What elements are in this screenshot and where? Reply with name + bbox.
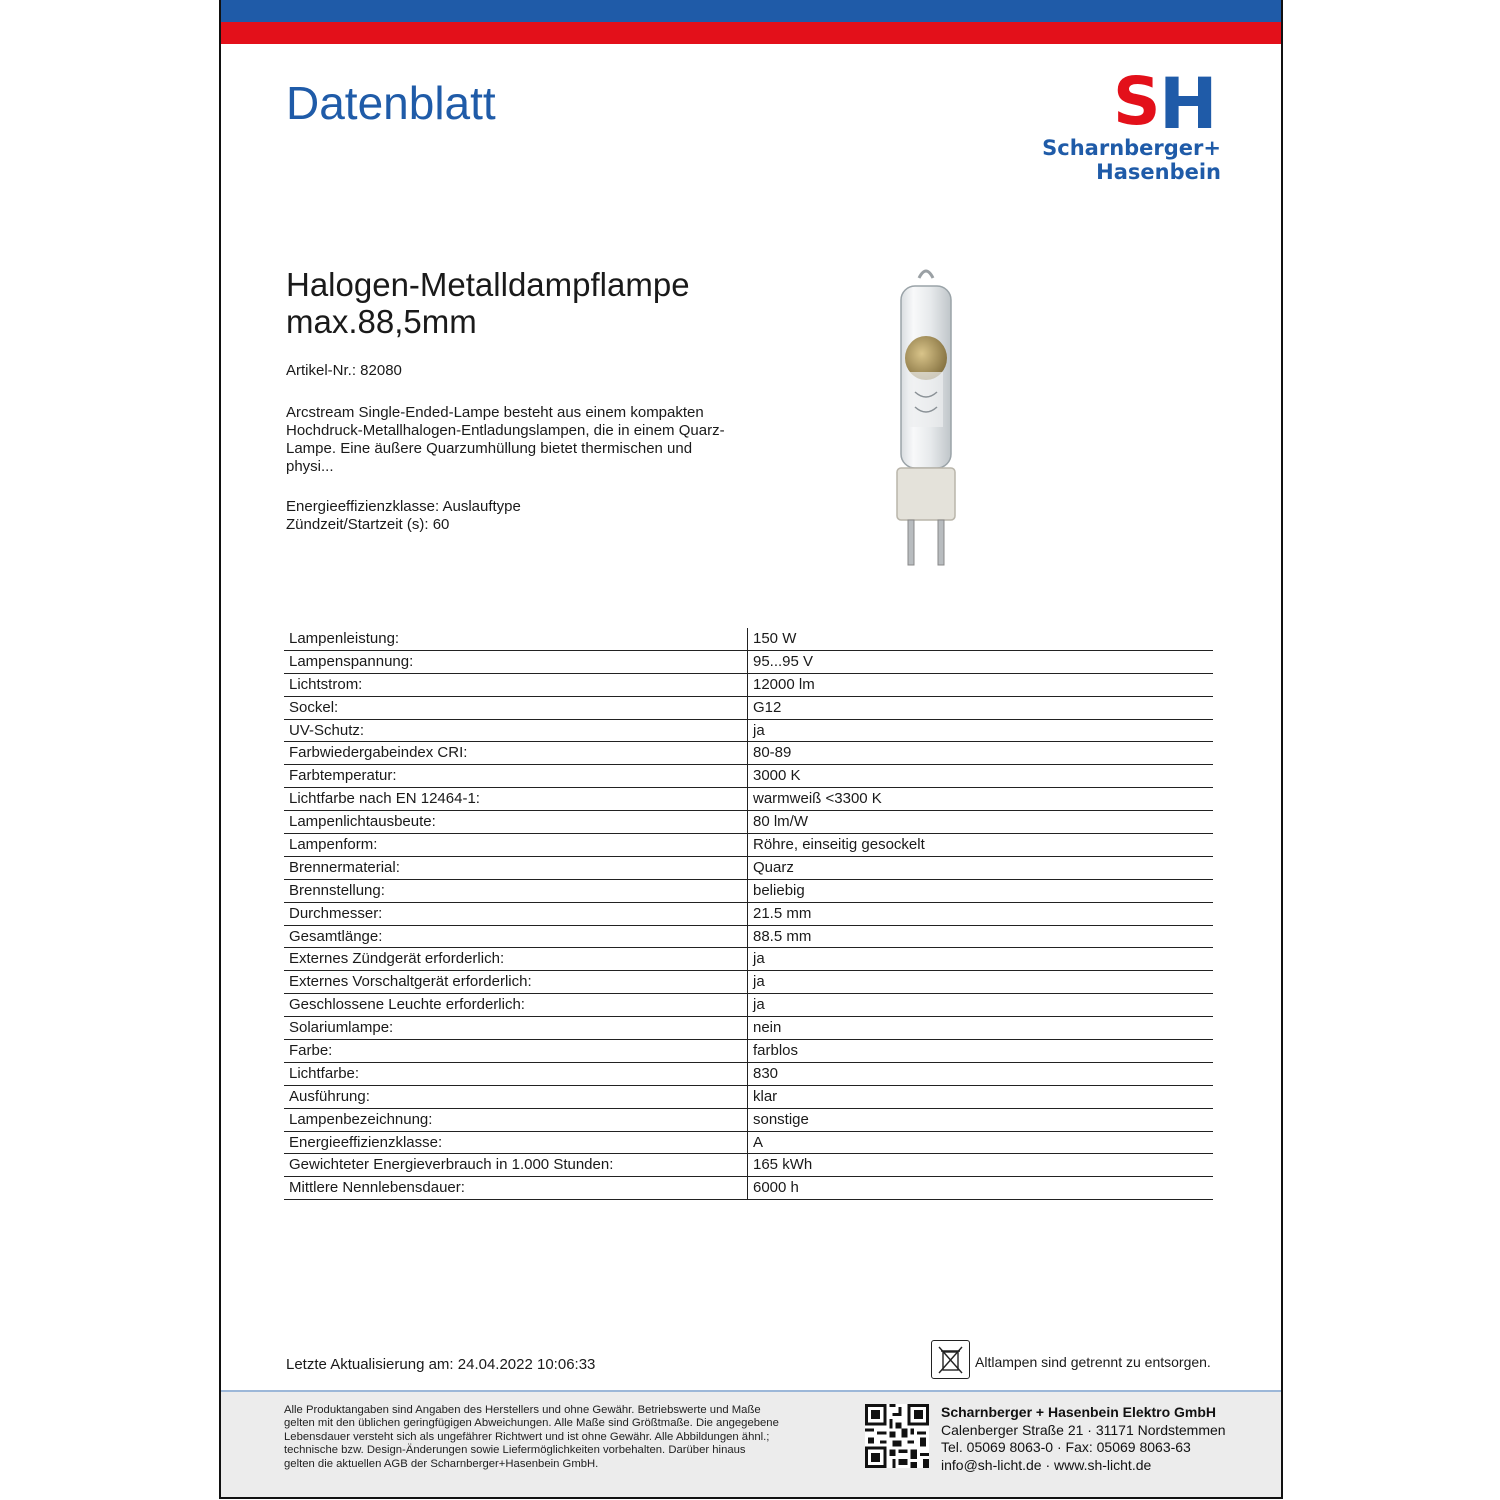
- spec-row: [284, 834, 1213, 857]
- article-number: Artikel-Nr.: 82080: [286, 362, 402, 379]
- spec-value: 21.5 mm: [748, 902, 1214, 925]
- spec-value: 6000 h: [748, 1177, 1214, 1200]
- qr-code-icon: [865, 1404, 929, 1468]
- spec-row: [284, 719, 1213, 742]
- specs-table: [284, 628, 1213, 1200]
- legal-line: Lebensdauer versteht sich als ungefährer Richtwert und ist ohne Gewähr. Alle Abbildungen ähnl.;: [284, 1430, 770, 1443]
- description-line: Arcstream Single-Ended-Lampe besteht aus einem kompakten: [286, 404, 704, 421]
- spec-label: Externes Zündgerät erforderlich:: [284, 948, 748, 971]
- spec-label: Lichtfarbe nach EN 12464-1:: [284, 788, 748, 811]
- spec-value: ja: [748, 948, 1214, 971]
- spec-row: [284, 925, 1213, 948]
- spec-value: 165 kWh: [748, 1154, 1214, 1177]
- spec-row: [284, 902, 1213, 925]
- spec-value: sonstige: [748, 1108, 1214, 1131]
- spec-label: Energieeffizienzklasse:: [284, 1131, 748, 1154]
- legal-line: gelten mit den üblichen geringfügigen Abweichungen. Alle Maße sind Größtmaße. Die angegebene: [284, 1417, 779, 1430]
- spec-row: [284, 650, 1213, 673]
- company-address: Calenberger Straße 21 · 31171 Nordstemmen: [941, 1421, 1226, 1438]
- company-name: Scharnberger + Hasenbein Elektro GmbH: [941, 1404, 1217, 1420]
- description-line: physi...: [286, 458, 334, 475]
- spec-row: [284, 879, 1213, 902]
- description-line: Lampe. Eine äußere Quarzumhüllung bietet thermischen und: [286, 440, 693, 457]
- spec-label: Brennstellung:: [284, 879, 748, 902]
- spec-value: klar: [748, 1085, 1214, 1108]
- product-title-line-1: Halogen-Metalldampflampe: [286, 266, 690, 303]
- spec-value: 12000 lm: [748, 673, 1214, 696]
- spec-row: [284, 1017, 1213, 1040]
- datasheet-page: [219, 0, 1283, 1499]
- spec-label: Lampenlichtausbeute:: [284, 811, 748, 834]
- spec-value: 3000 K: [748, 765, 1214, 788]
- spec-value: 830: [748, 1062, 1214, 1085]
- header-band-blue: [221, 0, 1281, 22]
- spec-value: A: [748, 1131, 1214, 1154]
- footer: [221, 1390, 1281, 1499]
- spec-row: [284, 948, 1213, 971]
- spec-value: Quarz: [748, 856, 1214, 879]
- spec-value: nein: [748, 1017, 1214, 1040]
- spec-value: ja: [748, 719, 1214, 742]
- spec-label: Lampenbezeichnung:: [284, 1108, 748, 1131]
- product-properties: [286, 498, 521, 534]
- spec-value: farblos: [748, 1040, 1214, 1063]
- spec-row: [284, 1131, 1213, 1154]
- weee-bin-icon: [931, 1340, 970, 1379]
- product-title-line-2: max.88,5mm: [286, 303, 477, 340]
- spec-label: Externes Vorschaltgerät erforderlich:: [284, 971, 748, 994]
- document-title: Datenblatt: [286, 77, 496, 129]
- spec-row: [284, 994, 1213, 1017]
- spec-row: [284, 673, 1213, 696]
- spec-row: [284, 1154, 1213, 1177]
- spec-label: Brennermaterial:: [284, 856, 748, 879]
- spec-row: [284, 811, 1213, 834]
- legal-line: gelten die aktuellen AGB der Scharnberger+Hasenbein GmbH.: [284, 1457, 599, 1470]
- lamp-product-image: [861, 262, 991, 582]
- spec-value: ja: [748, 994, 1214, 1017]
- spec-value: 95...95 V: [748, 650, 1214, 673]
- spec-row: [284, 1040, 1213, 1063]
- spec-row: [284, 856, 1213, 879]
- spec-label: Ausführung:: [284, 1085, 748, 1108]
- spec-value: G12: [748, 696, 1214, 719]
- spec-row: [284, 742, 1213, 765]
- company-web: info@sh-licht.de · www.sh-licht.de: [941, 1456, 1152, 1473]
- spec-row: [284, 628, 1213, 650]
- spec-label: Lichtfarbe:: [284, 1062, 748, 1085]
- spec-value: 150 W: [748, 628, 1214, 650]
- company-phone: Tel. 05069 8063-0 · Fax: 05069 8063-63: [941, 1439, 1191, 1455]
- spec-label: Gesamtlänge:: [284, 925, 748, 948]
- svg-text:H: H: [1159, 64, 1218, 145]
- spec-label: Lampenform:: [284, 834, 748, 857]
- header-band-red: [221, 22, 1281, 44]
- spec-label: UV-Schutz:: [284, 719, 748, 742]
- spec-row: [284, 1062, 1213, 1085]
- spec-label: Durchmesser:: [284, 902, 748, 925]
- ignition-time-line: Zündzeit/Startzeit (s): 60: [286, 516, 450, 533]
- spec-row: [284, 1177, 1213, 1200]
- company-logo: [981, 64, 1221, 194]
- spec-row: [284, 1085, 1213, 1108]
- logo-line-2: Hasenbein: [1096, 160, 1221, 184]
- product-title: [286, 266, 806, 340]
- spec-label: Geschlossene Leuchte erforderlich:: [284, 994, 748, 1017]
- spec-label: Sockel:: [284, 696, 748, 719]
- disposal-note: Altlampen sind getrennt zu entsorgen.: [975, 1354, 1211, 1370]
- svg-text:S: S: [1113, 64, 1161, 140]
- spec-label: Solariumlampe:: [284, 1017, 748, 1040]
- spec-value: 80 lm/W: [748, 811, 1214, 834]
- last-updated: Letzte Aktualisierung am: 24.04.2022 10:06:33: [286, 1356, 596, 1373]
- spec-value: warmweiß <3300 K: [748, 788, 1214, 811]
- energy-class-line: Energieeffizienzklasse: Auslauftype: [286, 498, 521, 515]
- legal-notice: [284, 1404, 844, 1471]
- spec-label: Lichtstrom:: [284, 673, 748, 696]
- legal-line: technische bzw. Design-Änderungen sowie Liefermöglichkeiten vorbehalten. Darüber hinaus: [284, 1444, 746, 1457]
- spec-row: [284, 1108, 1213, 1131]
- company-contact: [941, 1404, 1226, 1474]
- spec-label: Lampenleistung:: [284, 628, 748, 650]
- description-line: Hochdruck-Metallhalogen-Entladungslampen, die in einem Quarz-: [286, 422, 725, 439]
- legal-line: Alle Produktangaben sind Angaben des Herstellers und ohne Gewähr. Betriebswerte und Maße: [284, 1404, 761, 1416]
- spec-row: [284, 696, 1213, 719]
- spec-label: Farbwiedergabeindex CRI:: [284, 742, 748, 765]
- spec-value: 80-89: [748, 742, 1214, 765]
- spec-value: 88.5 mm: [748, 925, 1214, 948]
- logo-line-1: Scharnberger+: [1042, 136, 1221, 160]
- product-description: [286, 404, 756, 476]
- spec-label: Farbtemperatur:: [284, 765, 748, 788]
- spec-value: ja: [748, 971, 1214, 994]
- spec-label: Lampenspannung:: [284, 650, 748, 673]
- spec-label: Mittlere Nennlebensdauer:: [284, 1177, 748, 1200]
- spec-value: Röhre, einseitig gesockelt: [748, 834, 1214, 857]
- spec-row: [284, 971, 1213, 994]
- spec-row: [284, 765, 1213, 788]
- spec-label: Gewichteter Energieverbrauch in 1.000 Stunden:: [284, 1154, 748, 1177]
- spec-value: beliebig: [748, 879, 1214, 902]
- spec-label: Farbe:: [284, 1040, 748, 1063]
- spec-row: [284, 788, 1213, 811]
